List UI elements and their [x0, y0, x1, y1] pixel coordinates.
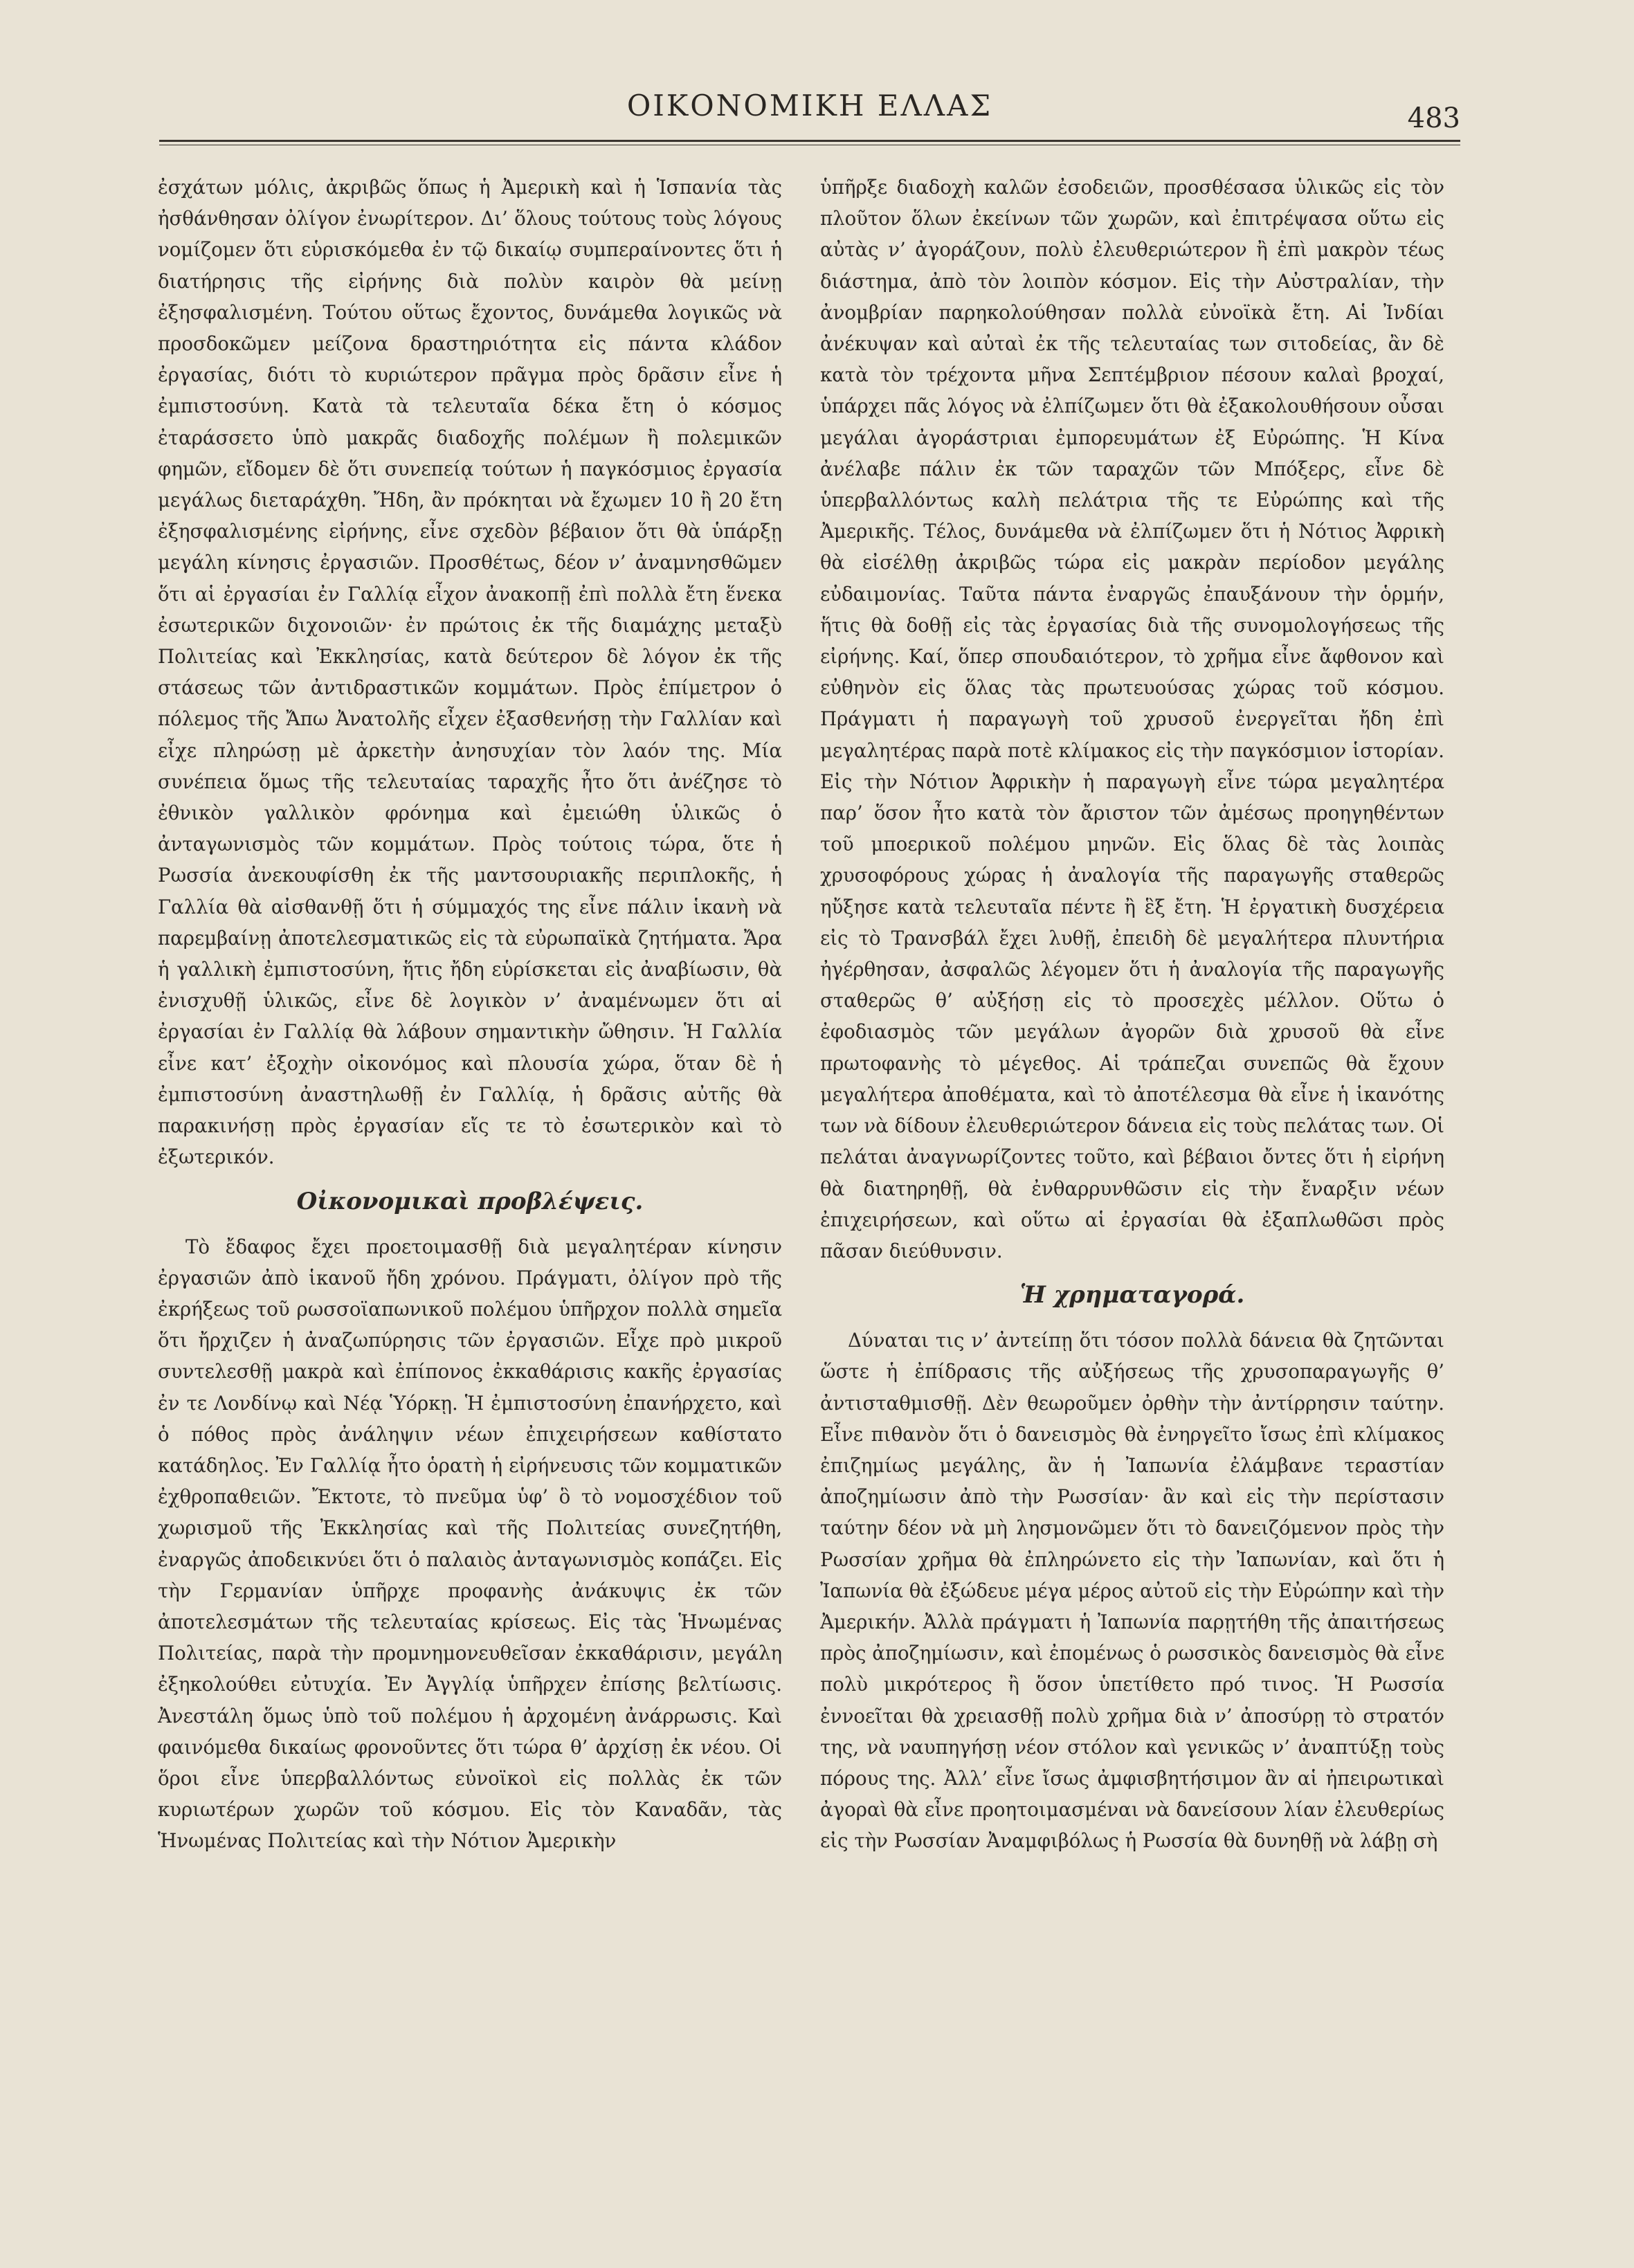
paragraph: ὑπῆρξε διαδοχὴ καλῶν ἐσοδειῶν, προσθέσασα ὑλικῶς εἰς τὸν πλοῦτον ὅλων ἐκείνων τῶν χωρῶν, καὶ ἐπιτρέψασα οὕτω εἰς αὐτὰς ν’ ἀγοράζουν, πολὺ ἐλευθεριώτερον ἢ ἐπὶ μακρὸν τέως διάστημα, ἀπὸ τὸν λοιπὸν κόσμον. Εἰς τὴν Αὐστραλίαν, τὴν ἀνομβρίαν παρηκολούθησαν πολλὰ εὐνοϊκὰ ἔτη. Αἱ Ἰνδίαι ἀνέκυψαν καὶ αὐταὶ ἐκ τῆς τελευταίας των σιτοδείας, ἂν δὲ κατὰ τὸν τρέχοντα μῆνα Σεπτέμβριον πέσουν καλαὶ βροχαί, ὑπάρχει πᾶς λόγος νὰ ἐλπίζωμεν ὅτι θὰ ἐξακολουθήσουν οὖσαι μεγάλαι ἀγοράστριαι ἐμπορευμάτων ἐξ Εὐρώπης. Ἡ Κίνα ἀνέλαβε πάλιν ἐκ τῶν ταραχῶν τῶν Μπόξερς, εἶνε δὲ ὑπερβαλλόντως καλὴ πελάτρια τῆς τε Εὐρώπης καὶ τῆς Ἀμερικῆς. Τέλος, δυνάμεθα νὰ ἐλπίζωμεν ὅτι ἡ Νότιος Ἀφρικὴ θὰ εἰσέλθῃ ἀκριβῶς τώρα εἰς μακρὰν περίοδον μεγάλης εὐδαιμονίας. Ταῦτα πάντα ἐναργῶς ἐπαυξάνουν τὴν ὁρμήν, ἥτις θὰ δοθῇ εἰς τὰς ἐργασίας διὰ τῆς συνομολογήσεως τῆς εἰρήνης. Καί, ὅπερ σπουδαιότερον, τὸ χρῆμα εἶνε ἄφθονον καὶ εὐθηνὸν εἰς ὅλας τὰς πρωτευούσας χώρας τοῦ κόσμου. Πράγματι ἡ παραγωγὴ τοῦ χρυσοῦ ἐνεργεῖται ἤδη ἐπὶ μεγαλητέρας παρὰ ποτὲ κλίμακος εἰς τὴν παγκόσμιον ἱστορίαν. Εἰς τὴν Νότιον Ἀφρικὴν ἡ παραγωγὴ εἶνε τώρα μεγαλητέρα παρ’ ὅσον ἦτο κατὰ τὸν ἄριστον τῶν ἀμέσως προηγηθέντων τοῦ μποερικοῦ πολέμου μηνῶν. Εἰς ὅλας δὲ τὰς λοιπὰς χρυσοφόρους χώρας ἡ ἀναλογία τῆς παραγωγῆς σταθερῶς ηὔξησε κατὰ τελευταῖα πέντε ἢ ἓξ ἔτη. Ἡ ἐργατικὴ δυσχέρεια εἰς τὸ Τρανσβάλ ἔχει λυθῇ, ἐπειδὴ δὲ μεγαλήτερα πλυντήρια ἠγέρθησαν, ἀσφαλῶς λέγομεν ὅτι ἡ ἀναλογία τῆς παραγωγῆς σταθερῶς θ’ αὐξήσῃ εἰς τὸ προσεχὲς μέλλον. Οὕτω ὁ ἐφοδιασμὸς τῶν μεγάλων ἀγορῶν διὰ χρυσοῦ θὰ εἶνε πρωτοφανὴς τὸ μέγεθος. Αἱ τράπεζαι συνεπῶς θὰ ἔχουν μεγαλήτερα ἀποθέματα, καὶ τὸ ἀποτέλεσμα θὰ εἶνε ἡ ἱκανότης των νὰ δίδουν ἐλευθεριώτερον δάνεια εἰς τοὺς πελάτας των. Οἱ πελάται ἀναγνωρίζοντες τοῦτο, καὶ βέβαιοι ὄντες ὅτι ἡ εἰρήνη θὰ διατηρηθῇ, θὰ ἐνθαρρυνθῶσιν εἰς τὴν ἔναρξιν νέων ἐπιχειρήσεων, καὶ οὕτω αἱ ἐργασίαι θὰ ἐξαπλωθῶσι πρὸς πᾶσαν διεύθυνσιν. — [820, 176, 1444, 1262]
running-head — [159, 89, 1460, 137]
section-heading: Οἰκονομικαὶ προβλέψεις. — [296, 1187, 644, 1215]
left-column — [158, 172, 782, 1857]
paragraph: Δύναται τις ν’ ἀντείπῃ ὅτι τόσον πολλὰ δάνεια θὰ ζητῶνται ὥστε ἡ ἐπίδρασις τῆς αὐξήσεως τῆς χρυσοπαραγωγῆς θ’ ἀντισταθμισθῇ. Δὲν θεωροῦμεν ὀρθὴν τὴν ἀντίρρησιν ταύτην. Εἶνε πιθανὸν ὅτι ὁ δανεισμὸς θὰ ἐνηργεῖτο ἴσως ἐπὶ κλίμακος ἐπιζημίως μεγάλης, ἂν ἡ Ἰαπωνία ἐλάμβανε τεραστίαν ἀποζημίωσιν ἀπὸ τὴν Ρωσσίαν· ἂν καὶ εἰς τὴν περίστασιν ταύτην δέον νὰ μὴ λησμονῶμεν ὅτι τὸ δανειζόμενον πρὸς τὴν Ρωσσίαν χρῆμα θὰ ἐπληρώνετο εἰς τὴν Ἰαπωνίαν, καὶ ὅτι ἡ Ἰαπωνία θὰ ἐξώδευε μέγα μέρος αὐτοῦ εἰς τὴν Εὐρώπην καὶ τὴν Ἀμερικήν. Ἀλλὰ πράγματι ἡ Ἰαπωνία παρῃτήθη τῆς ἀπαιτήσεως πρὸς ἀποζημίωσιν, καὶ ἐπομένως ὁ ρωσσικὸς δανεισμὸς θὰ εἶνε πολὺ μικρότερος ἢ ὅσον ὑπετίθετο πρό τινος. Ἡ Ρωσσία ἐννοεῖται θὰ χρειασθῇ πολὺ χρῆμα διὰ ν’ ἀποσύρῃ τὸ στρατόν της, νὰ ναυπηγήσῃ νέον στόλον καὶ γενικῶς ν’ ἀναπτύξῃ τοὺς πόρους της. Ἀλλ’ εἶνε ἴσως ἀμφισβητήσιμον ἂν αἱ ἠπειρωτικαὶ ἀγοραὶ θὰ εἶνε προητοιμασμέναι νὰ δανείσουν λίαν ἐλευθερίως εἰς τὴν Ρωσσίαν Ἀναμφιβόλως ἡ Ρωσσία θὰ δυνηθῇ νὰ λάβῃ σὴ — [820, 1329, 1444, 1853]
paragraph: Τὸ ἔδαφος ἔχει προετοιμασθῇ διὰ μεγαλητέραν κίνησιν ἐργασιῶν ἀπὸ ἱκανοῦ ἤδη χρόνου. Πράγματι, ὀλίγον πρὸ τῆς ἐκρήξεως τοῦ ρωσσοϊαπωνικοῦ πολέμου ὑπῆρχον πολλὰ σημεῖα ὅτι ἤρχιζεν ἡ ἀναζωπύρησις τῶν ἐργασιῶν. Εἶχε πρὸ μικροῦ συντελεσθῇ μακρὰ καὶ ἐπίπονος ἐκκαθάρισις κακῆς ἐργασίας ἐν τε Λονδίνῳ καὶ Νέᾳ Ὑόρκῃ. Ἡ ἐμπιστοσύνη ἐπανήρχετο, καὶ ὁ πόθος πρὸς ἀνάληψιν νέων ἐπιχειρήσεων καθίστατο κατάδηλος. Ἐν Γαλλίᾳ ἦτο ὁρατὴ ἡ εἰρήνευσις τῶν κομματικῶν ἐχθροπαθειῶν. Ἔκτοτε, τὸ πνεῦμα ὑφ’ ὃ τὸ νομοσχέδιον τοῦ χωρισμοῦ τῆς Ἐκκλησίας καὶ τῆς Πολιτείας συνεζητήθη, ἐναργῶς ἀποδεικνύει ὅτι ὁ παλαιὸς ἀνταγωνισμὸς κοπάζει. Εἰς τὴν Γερμανίαν ὑπῆρχε προφανὴς ἀνάκυψις ἐκ τῶν ἀποτελεσμάτων τῆς τελευταίας κρίσεως. Εἰς τὰς Ἡνωμένας Πολιτείας, παρὰ τὴν προμνημονευθεῖσαν ἐκκαθάρισιν, μεγάλη ἐξηκολούθει εὐτυχία. Ἐν Ἀγγλίᾳ ὑπῆρχεν ἐπίσης βελτίωσις. Ἀνεστάλη ὅμως ὑπὸ τοῦ πολέμου ἡ ἀρχομένη ἀνάρρωσις. Καὶ φαινόμεθα δικαίως φρονοῦντες ὅτι τώρα θ’ ἀρχίσῃ ἐκ νέου. Οἱ ὅροι εἶνε ὑπερβαλλόντως εὐνοϊκοὶ εἰς πολλὰς ἐκ τῶν κυριωτέρων χωρῶν τοῦ κόσμου. Εἰς τὸν Καναδᾶν, τὰς Ἡνωμένας Πολιτείας καὶ τὴν Νότιον Ἀμερικὴν — [158, 1235, 782, 1853]
section-heading: Ἡ χρηματαγορά. — [1019, 1281, 1245, 1309]
journal-title: ΟΙΚΟΝΟΜΙΚΗ ΕΛΛΑΣ — [626, 89, 993, 123]
page-number: 483 — [1407, 102, 1460, 134]
header-rule — [159, 140, 1460, 145]
right-column — [820, 172, 1444, 1857]
paragraph: ἐσχάτων μόλις, ἀκριβῶς ὅπως ἡ Ἀμερικὴ καὶ ἡ Ἱσπανία τὰς ἠσθάνθησαν ὀλίγον ἐνωρίτερον. Δι’ ὅλους τούτους τοὺς λόγους νομίζομεν ὅτι εὑρισκόμεθα ἐν τῷ δικαίῳ συμπεραίνοντες ὅτι ἡ διατήρησις τῆς εἰρήνης διὰ πολὺν καιρὸν θὰ μείνῃ ἐξησφαλισμένη. Τούτου οὕτως ἔχοντος, δυνάμεθα λογικῶς νὰ προσδοκῶμεν μείζονα δραστηριότητα εἰς πάντα κλάδον ἐργασίας, διότι τὸ κυριώτερον πρᾶγμα πρὸς δρᾶσιν εἶνε ἡ ἐμπιστοσύνη. Κατὰ τὰ τελευταῖα δέκα ἔτη ὁ κόσμος ἐταράσσετο ὑπὸ μακρᾶς διαδοχῆς πολέμων ἢ πολεμικῶν φημῶν, εἴδομεν δὲ ὅτι συνεπείᾳ τούτων ἡ παγκόσμιος ἐργασία μεγάλως διεταράχθη. Ἤδη, ἂν πρόκηται νὰ ἔχωμεν 10 ἢ 20 ἔτη ἐξησφαλισμένης εἰρήνης, εἶνε σχεδὸν βέβαιον ὅτι θὰ ὑπάρξῃ μεγάλη κίνησις ἐργασιῶν. Προσθέτως, δέον ν’ ἀναμνησθῶμεν ὅτι αἱ ἐργασίαι ἐν Γαλλίᾳ εἶχον ἀνακοπῇ ἐπὶ πολλὰ ἔτη ἕνεκα ἐσωτερικῶν διχονοιῶν· ἐν πρώτοις ἐκ τῆς διαμάχης μεταξὺ Πολιτείας καὶ Ἐκκλησίας, κατὰ δεύτερον δὲ λόγον ἐκ τῆς στάσεως τῶν ἀντιδραστικῶν κομμάτων. Πρὸς ἐπίμετρον ὁ πόλεμος τῆς Ἄπω Ἀνατολῆς εἶχεν ἐξασθενήσῃ τὴν Γαλλίαν καὶ εἶχε πληρώσῃ μὲ ἀρκετὴν ἀνησυχίαν τὸν λαόν της. Μία συνέπεια ὅμως τῆς τελευταίας ταραχῆς ἦτο ὅτι ἀνέζησε τὸ ἐθνικὸν γαλλικὸν φρόνημα καὶ ἐμειώθη ὑλικῶς ὁ ἀνταγωνισμὸς τῶν κομμάτων. Πρὸς τούτοις τώρα, ὅτε ἡ Ρωσσία ἀνεκουφίσθη ἐκ τῆς μαντσουριακῆς περιπλοκῆς, ἡ Γαλλία θὰ αἰσθανθῇ ὅτι ἡ σύμμαχός της εἶνε πάλιν ἱκανὴ νὰ παρεμβαίνῃ ἀποτελεσματικῶς εἰς τὰ εὐρωπαϊκὰ ζητήματα. Ἄρα ἡ γαλλικὴ ἐμπιστοσύνη, ἥτις ἤδη εὑρίσκεται εἰς ἀναβίωσιν, θὰ ἐνισχυθῇ ὑλικῶς, εἶνε δὲ λογικὸν ν’ ἀναμένωμεν ὅτι αἱ ἐργασίαι ἐν Γαλλίᾳ θὰ λάβουν σημαντικὴν ὤθησιν. Ἡ Γαλλία εἶνε κατ’ ἐξοχὴν οἰκονόμος καὶ πλουσία χώρα, ὅταν δὲ ἡ ἐμπιστοσύνη ἀναστηλωθῇ ἐν Γαλλίᾳ, ἡ δρᾶσις αὐτῆς θὰ παρακινήσῃ πρὸς ἐργασίαν εἴς τε τὸ ἐσωτερικὸν καὶ τὸ ἐξωτερικόν. — [158, 176, 782, 1169]
